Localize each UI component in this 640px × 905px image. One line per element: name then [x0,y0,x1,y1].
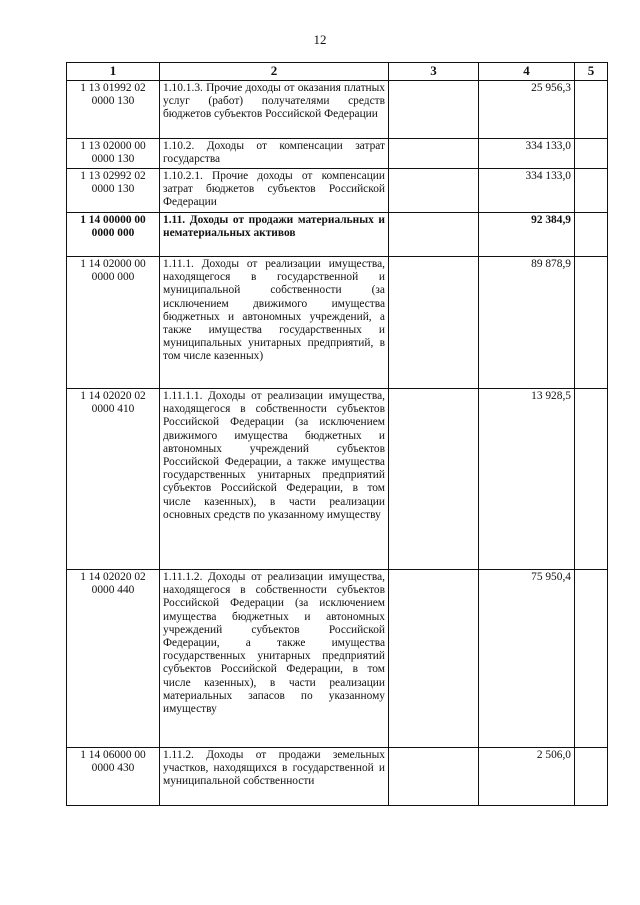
table-row [67,139,608,169]
amount-value: 75 950,4 [479,570,575,748]
amount-value: 13 928,5 [479,389,575,570]
column-3-value [389,139,479,169]
table-row [67,389,608,570]
column-5-value [575,139,608,169]
column-3-value [389,570,479,748]
revenue-description: 1.11.2. Доходы от продажи земельных участков, находящихся в государственной и муниципальной собственности [160,748,389,806]
column-5-value [575,389,608,570]
revenue-description: 1.10.2. Доходы от компенсации затрат государства [160,139,389,169]
budget-code: 1 14 02020 02 0000 440 [67,570,160,748]
revenue-description: 1.11.1. Доходы от реализации имущества, находящегося в государственной и муниципальной собственности (за исключением движимого имущества бюджетных и автономных учреждений, а также имущества государственных и муниципальных унитарных предприятий, в том числе казенных) [160,257,389,389]
column-3-value [389,748,479,806]
amount-value: 2 506,0 [479,748,575,806]
budget-code: 1 13 02000 00 0000 130 [67,139,160,169]
budget-code: 1 14 02000 00 0000 000 [67,257,160,389]
table-row [67,169,608,213]
budget-code: 1 13 02992 02 0000 130 [67,169,160,213]
column-header: 4 [479,63,575,81]
column-5-value [575,169,608,213]
amount-value: 334 133,0 [479,139,575,169]
table-row [67,81,608,139]
column-3-value [389,213,479,257]
budget-code: 1 14 06000 00 0000 430 [67,748,160,806]
column-3-value [389,169,479,213]
column-header: 2 [160,63,389,81]
column-5-value [575,213,608,257]
column-header: 1 [67,63,160,81]
budget-code: 1 13 01992 02 0000 130 [67,81,160,139]
table-row [67,570,608,748]
column-5-value [575,570,608,748]
budget-revenue-table [66,62,608,806]
table-row [67,257,608,389]
revenue-description: 1.11.1.1. Доходы от реализации имущества, находящегося в собственности субъектов Российской Федерации (за исключением движимого имущества бюджетных и автономных учреждений субъектов Российской Федерации, а также имущества государственных унитарных предприятий субъектов Российской Федерации, в том числе казенных), в части реализации основных средств по указанному имуществу [160,389,389,570]
table-row [67,748,608,806]
revenue-description: 1.11. Доходы от продажи материальных и нематериальных активов [160,213,389,257]
column-5-value [575,748,608,806]
column-header: 5 [575,63,608,81]
column-3-value [389,81,479,139]
amount-value: 25 956,3 [479,81,575,139]
amount-value: 92 384,9 [479,213,575,257]
column-header: 3 [389,63,479,81]
column-5-value [575,81,608,139]
budget-code: 1 14 00000 00 0000 000 [67,213,160,257]
table-header-row [67,63,608,81]
revenue-description: 1.11.1.2. Доходы от реализации имущества, находящегося в собственности субъектов Российской Федерации (за исключением имущества бюджетных и автономных учреждений субъектов Российской Федерации, а также имущества государственных унитарных предприятий субъектов Российской Федерации, в том числе казенных), в части реализации материальных запасов по указанному имуществу [160,570,389,748]
column-5-value [575,257,608,389]
revenue-description: 1.10.1.3. Прочие доходы от оказания платных услуг (работ) получателями средств бюджетов субъектов Российской Федерации [160,81,389,139]
amount-value: 334 133,0 [479,169,575,213]
budget-code: 1 14 02020 02 0000 410 [67,389,160,570]
column-3-value [389,257,479,389]
table-row [67,213,608,257]
page-number: 12 [313,32,327,47]
amount-value: 89 878,9 [479,257,575,389]
revenue-description: 1.10.2.1. Прочие доходы от компенсации затрат бюджетов субъектов Российской Федерации [160,169,389,213]
column-3-value [389,389,479,570]
